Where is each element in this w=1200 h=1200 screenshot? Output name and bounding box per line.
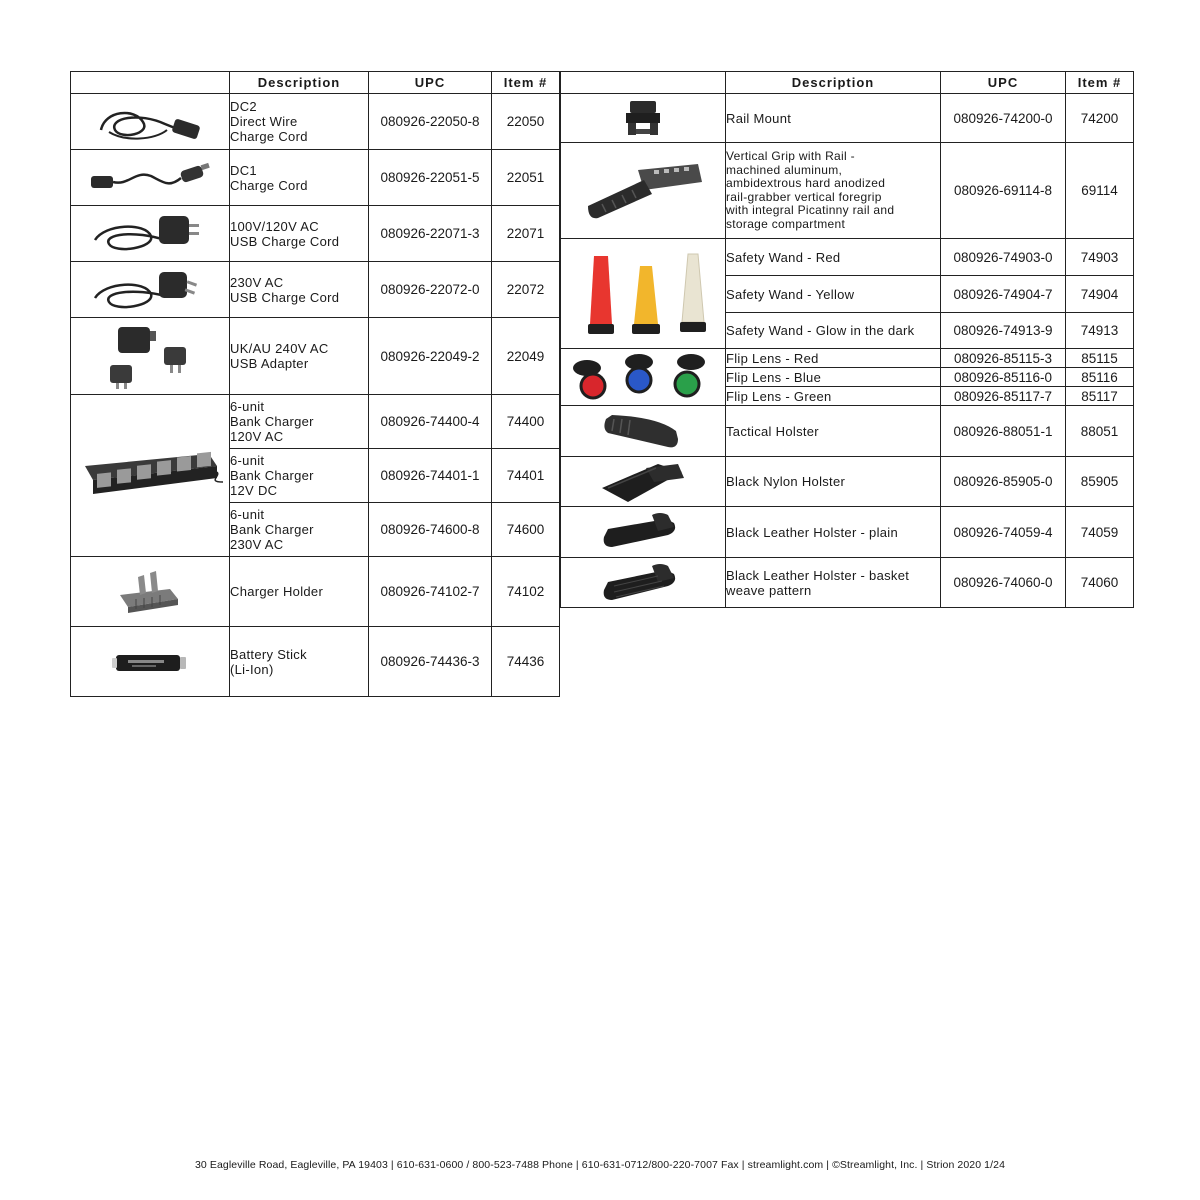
upc-cell: 080926-22071-3 bbox=[369, 206, 492, 262]
upc-cell: 080926-88051-1 bbox=[941, 406, 1066, 457]
upc-header: UPC bbox=[369, 72, 492, 94]
product-image-cell bbox=[561, 406, 726, 457]
product-image-cell bbox=[71, 557, 230, 627]
table-row bbox=[71, 206, 560, 262]
upc-cell: 080926-74904-7 bbox=[941, 276, 1066, 313]
item-number-cell: 85117 bbox=[1066, 387, 1134, 406]
description-cell: 100V/120V AC USB Charge Cord bbox=[230, 206, 369, 262]
bank-charger-icon bbox=[77, 446, 223, 506]
description-cell: Charger Holder bbox=[230, 557, 369, 627]
product-image-cell bbox=[561, 94, 726, 143]
item-number-cell: 74401 bbox=[492, 449, 560, 503]
description-cell: DC2 Direct Wire Charge Cord bbox=[230, 94, 369, 150]
rail-mount-icon bbox=[618, 97, 668, 139]
item-number-cell: 85116 bbox=[1066, 368, 1134, 387]
upc-cell: 080926-74059-4 bbox=[941, 507, 1066, 558]
battery-stick-icon bbox=[110, 647, 190, 677]
leather-holster-plain-icon bbox=[598, 509, 688, 555]
item-number-cell: 22049 bbox=[492, 318, 560, 395]
upc-cell: 080926-69114-8 bbox=[941, 143, 1066, 239]
upc-cell: 080926-74060-0 bbox=[941, 558, 1066, 608]
red-wand bbox=[590, 256, 612, 324]
item-number-cell: 74913 bbox=[1066, 313, 1134, 349]
item-number-cell: 74102 bbox=[492, 557, 560, 627]
item-number-cell: 74600 bbox=[492, 503, 560, 557]
item-number-cell: 69114 bbox=[1066, 143, 1134, 239]
description-cell: Vertical Grip with Rail - machined aluminum, ambidextrous hard anodized rail-grabber vertical foregrip with integral Picatinny rail and storage compartment bbox=[726, 143, 941, 239]
item-number-cell: 88051 bbox=[1066, 406, 1134, 457]
product-image-cell bbox=[71, 627, 230, 697]
product-image-cell bbox=[71, 262, 230, 318]
description-cell: Flip Lens - Blue bbox=[726, 368, 941, 387]
product-image-cell bbox=[71, 206, 230, 262]
uk-au-adapter-icon bbox=[90, 321, 210, 391]
description-cell: 6-unit Bank Charger 12V DC bbox=[230, 449, 369, 503]
item-number-cell: 74903 bbox=[1066, 239, 1134, 276]
accessories-table-right bbox=[560, 71, 1134, 608]
ac-usb-charger-icon bbox=[85, 210, 215, 258]
glow-wand bbox=[682, 254, 704, 322]
product-image-cell bbox=[71, 94, 230, 150]
item-number-cell: 74904 bbox=[1066, 276, 1134, 313]
upc-header: UPC bbox=[941, 72, 1066, 94]
upc-cell: 080926-74401-1 bbox=[369, 449, 492, 503]
description-cell: Safety Wand - Yellow bbox=[726, 276, 941, 313]
item-number-cell: 22072 bbox=[492, 262, 560, 318]
upc-cell: 080926-85115-3 bbox=[941, 349, 1066, 368]
upc-cell: 080926-22072-0 bbox=[369, 262, 492, 318]
header-row bbox=[561, 72, 1134, 94]
product-image-cell bbox=[561, 457, 726, 507]
vertical-grip-icon bbox=[578, 156, 708, 226]
upc-cell: 080926-74200-0 bbox=[941, 94, 1066, 143]
table-row bbox=[561, 143, 1134, 239]
upc-cell: 080926-74903-0 bbox=[941, 239, 1066, 276]
description-cell: Black Leather Holster - plain bbox=[726, 507, 941, 558]
item-header: Item # bbox=[1066, 72, 1134, 94]
description-cell: UK/AU 240V AC USB Adapter bbox=[230, 318, 369, 395]
upc-cell: 080926-85116-0 bbox=[941, 368, 1066, 387]
item-number-cell: 74060 bbox=[1066, 558, 1134, 608]
description-header: Description bbox=[230, 72, 369, 94]
item-number-cell: 74059 bbox=[1066, 507, 1134, 558]
product-image-cell bbox=[561, 349, 726, 406]
direct-wire-charge-cord-icon bbox=[95, 100, 205, 144]
description-cell: Black Nylon Holster bbox=[726, 457, 941, 507]
upc-cell: 080926-85117-7 bbox=[941, 387, 1066, 406]
description-cell: Safety Wand - Glow in the dark bbox=[726, 313, 941, 349]
yellow-wand bbox=[634, 266, 658, 324]
upc-cell: 080926-22051-5 bbox=[369, 150, 492, 206]
table-row bbox=[71, 94, 560, 150]
table-row bbox=[71, 318, 560, 395]
product-image-cell bbox=[561, 558, 726, 608]
upc-cell: 080926-74102-7 bbox=[369, 557, 492, 627]
item-number-cell: 22050 bbox=[492, 94, 560, 150]
upc-cell: 080926-85905-0 bbox=[941, 457, 1066, 507]
green-lens bbox=[675, 372, 699, 396]
upc-cell: 080926-74913-9 bbox=[941, 313, 1066, 349]
upc-cell: 080926-74400-4 bbox=[369, 395, 492, 449]
safety-wands-icon bbox=[568, 246, 718, 342]
charger-holder-icon bbox=[110, 567, 190, 617]
product-image-cell bbox=[71, 318, 230, 395]
red-lens bbox=[581, 374, 605, 398]
item-number-cell: 85905 bbox=[1066, 457, 1134, 507]
description-cell: Rail Mount bbox=[726, 94, 941, 143]
blue-lens bbox=[627, 368, 651, 392]
description-cell: Battery Stick (Li-Ion) bbox=[230, 627, 369, 697]
description-cell: Tactical Holster bbox=[726, 406, 941, 457]
table-row bbox=[561, 349, 1134, 368]
item-number-cell: 85115 bbox=[1066, 349, 1134, 368]
tactical-holster-icon bbox=[598, 409, 688, 453]
page-footer: 30 Eagleville Road, Eagleville, PA 19403 | 610-631-0600 / 800-523-7488 Phone | 610-631-0712/800-220-7007 Fax | streamlight.com | ©Streamlight, Inc. | Strion 2020 1/24 bbox=[194, 1159, 1006, 1171]
item-number-cell: 74200 bbox=[1066, 94, 1134, 143]
upc-cell: 080926-74600-8 bbox=[369, 503, 492, 557]
description-cell: Flip Lens - Green bbox=[726, 387, 941, 406]
item-number-cell: 74400 bbox=[492, 395, 560, 449]
upc-cell: 080926-22050-8 bbox=[369, 94, 492, 150]
table-row bbox=[561, 94, 1134, 143]
table-row bbox=[561, 558, 1134, 608]
upc-cell: 080926-74436-3 bbox=[369, 627, 492, 697]
upc-cell: 080926-22049-2 bbox=[369, 318, 492, 395]
eu-usb-charger-icon bbox=[85, 266, 215, 314]
product-image-cell bbox=[561, 239, 726, 349]
table-row bbox=[71, 150, 560, 206]
product-image-cell bbox=[71, 150, 230, 206]
leather-holster-basket-icon bbox=[598, 560, 688, 606]
table-row bbox=[71, 627, 560, 697]
item-header: Item # bbox=[492, 72, 560, 94]
table-row bbox=[71, 557, 560, 627]
accessories-table-left bbox=[70, 71, 560, 697]
description-cell: Flip Lens - Red bbox=[726, 349, 941, 368]
header-row bbox=[71, 72, 560, 94]
description-cell: 6-unit Bank Charger 230V AC bbox=[230, 503, 369, 557]
description-cell: Black Leather Holster - basket weave pattern bbox=[726, 558, 941, 608]
product-image-cell bbox=[561, 143, 726, 239]
table-row bbox=[71, 395, 560, 449]
item-number-cell: 74436 bbox=[492, 627, 560, 697]
description-cell: Safety Wand - Red bbox=[726, 239, 941, 276]
description-cell: DC1 Charge Cord bbox=[230, 150, 369, 206]
product-image-cell bbox=[561, 507, 726, 558]
table-row bbox=[561, 507, 1134, 558]
dc-charge-cord-icon bbox=[85, 158, 215, 198]
description-header: Description bbox=[726, 72, 941, 94]
table-row bbox=[561, 406, 1134, 457]
table-row bbox=[561, 457, 1134, 507]
image-header bbox=[71, 72, 230, 94]
item-number-cell: 22071 bbox=[492, 206, 560, 262]
product-image-cell bbox=[71, 395, 230, 557]
item-number-cell: 22051 bbox=[492, 150, 560, 206]
flip-lenses-icon bbox=[563, 350, 723, 404]
description-cell: 230V AC USB Charge Cord bbox=[230, 262, 369, 318]
table-row bbox=[561, 239, 1134, 276]
image-header bbox=[561, 72, 726, 94]
table-row bbox=[71, 262, 560, 318]
nylon-holster-icon bbox=[598, 458, 688, 506]
description-cell: 6-unit Bank Charger 120V AC bbox=[230, 395, 369, 449]
